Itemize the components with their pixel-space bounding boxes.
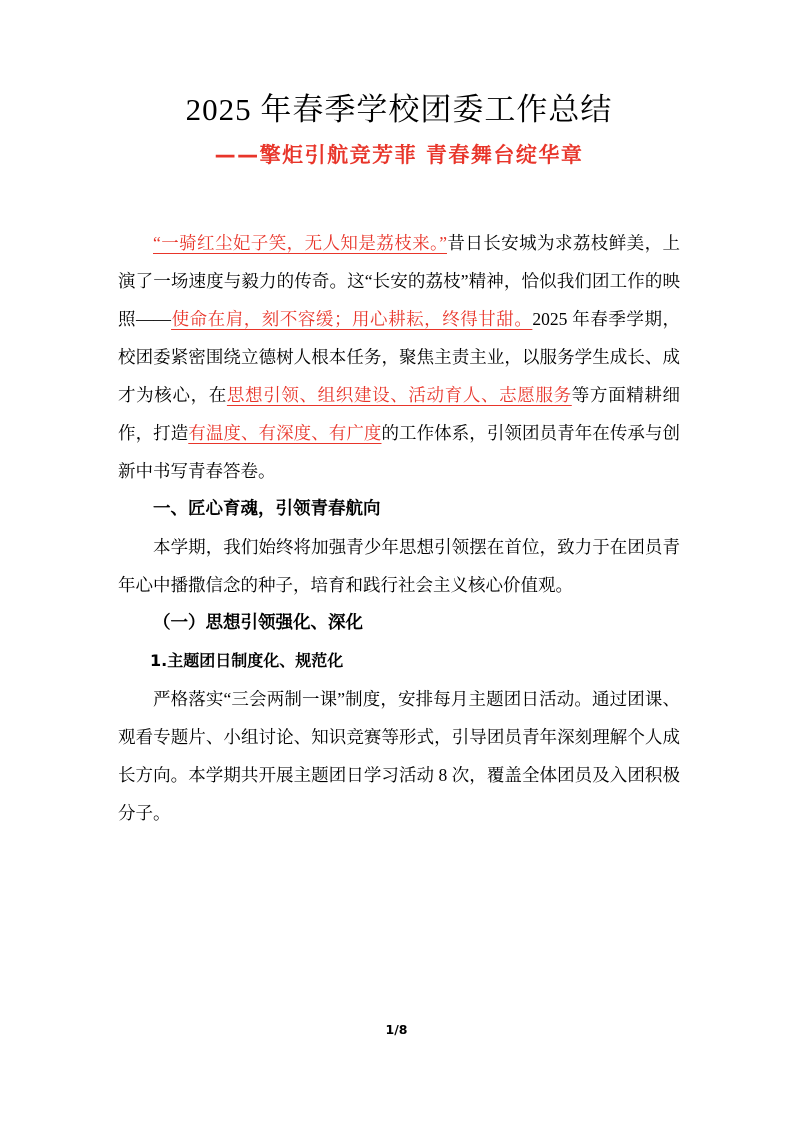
- section-heading-1: 一、匠心育魂，引领青春航向: [153, 499, 381, 519]
- intro-part4: 的工作体系，引领团员青年在传承与创新中书写青春答卷。: [118, 423, 681, 481]
- page-title: 2025 年春季学校团委工作总结: [185, 92, 613, 127]
- page-number: 1/8: [385, 1022, 408, 1037]
- intro-highlight-3: 有温度、有深度、有广度: [188, 423, 382, 443]
- title-spacer: [118, 172, 680, 224]
- intro-paragraph: [118, 224, 680, 490]
- page-subtitle: ——擎炬引航竞芳菲 青春舞台绽华章: [214, 143, 584, 167]
- page-footer: [0, 1022, 793, 1037]
- page-content: [118, 88, 680, 832]
- subsection-heading-1: （一）思想引领强化、深化: [153, 613, 363, 633]
- intro-part3: 等方面精耕细作，打造: [118, 385, 681, 443]
- intro-quote: “一骑红尘妃子笑，无人知是荔枝来。”: [153, 233, 447, 253]
- intro-highlight-1: 使命在肩，刻不容缓；用心耕耘，终得甘甜。: [171, 309, 533, 329]
- item-heading-1: 1.主题团日制度化、规范化: [150, 651, 344, 670]
- intro-part1: 昔日长安城为求荔枝鲜美，上演了一场速度与毅力的传奇。这“长安的荔枝”精神，恰似我们团工作的映照——: [118, 233, 680, 329]
- section-1-body: 本学期，我们始终将加强青少年思想引领摆在首位，致力于在团员青年心中播撒信念的种子，培育和践行社会主义核心价值观。: [118, 537, 680, 595]
- intro-highlight-2: 思想引领、组织建设、活动育人、志愿服务: [226, 385, 572, 405]
- item-1-body: 严格落实“三会两制一课”制度，安排每月主题团日活动。通过团课、观看专题片、小组讨论、知识竞赛等形式，引导团员青年深刻理解个人成长方向。本学期共开展主题团日学习活动 8 次，覆盖全体团员及入团积极分子。: [118, 689, 680, 823]
- intro-part2: 2025 年春季学期，校团委紧密围绕立德树人根本任务，聚焦主责主业，以服务学生成长、成才为核心，在: [118, 309, 681, 405]
